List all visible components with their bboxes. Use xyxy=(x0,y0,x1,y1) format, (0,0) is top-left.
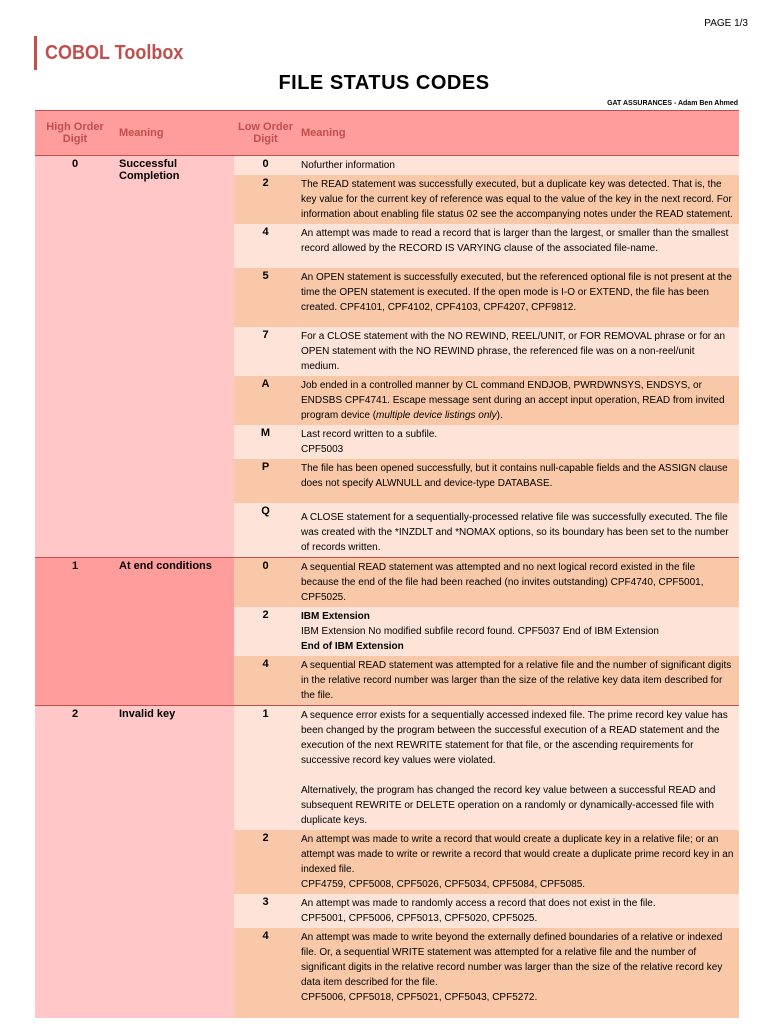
low-digit: 0 xyxy=(234,156,297,176)
header-meaning: Meaning xyxy=(115,111,234,156)
desc-text: ). xyxy=(496,410,503,421)
author-line: GAT ASSURANCES - Adam Ben Ahmed xyxy=(607,100,738,107)
low-digit: 0 xyxy=(234,558,297,608)
description: The READ statement was successfully executed, but a duplicate key was detected. That is, the key value for the current key of reference was equal to the value of the key in the next record. For information about enabling file status 02 see the accompanying notes under the READ statement. xyxy=(297,175,739,224)
description xyxy=(297,928,739,1018)
table-row xyxy=(35,558,739,608)
low-digit: 5 xyxy=(234,268,297,327)
logo-text: COBOL Toolbox xyxy=(45,42,184,64)
description: A CLOSE statement for a sequentially-processed relative file was successfully executed. The file was created with the *INZDLT and *NOMAX options, so its boundary has been set to the number of records written. xyxy=(297,503,739,558)
page-number: PAGE 1/3 xyxy=(704,18,748,29)
desc-text: A sequence error exists for a sequentially accessed indexed file. The prime record key value has been changed by the program between the successful execution of a READ statement and the execution of the next REWRITE statement for that file, or the ascending requirements for successive record key values were violated. xyxy=(301,710,728,766)
low-digit: 2 xyxy=(234,830,297,894)
description: Nofurther information xyxy=(297,156,739,176)
description: The file has been opened successfully, but it contains null-capable fields and the ASSIGN clause does not specify ALWNULL and device-type DATABASE. xyxy=(297,459,739,503)
low-digit: 3 xyxy=(234,894,297,928)
description: An OPEN statement is successfully executed, but the referenced optional file is not present at the time the OPEN statement is executed. If the open mode is I-O or EXTEND, the file has been created. CPF4101, CPF4102, CPF4103, CPF4207, CPF9812. xyxy=(297,268,739,327)
desc-text: Alternatively, the program has changed the record key value between a successful READ and subsequent REWRITE or DELETE operation on a randomly or dynamically-accessed file with duplicate keys. xyxy=(301,785,716,826)
logo xyxy=(34,36,199,70)
description: A sequential READ statement was attempted and no next logical record existed in the file because the end of the file had been reached (no invites outstanding) CPF4740, CPF5001, CPF5025. xyxy=(297,558,739,608)
header-high-order-digit: High Order Digit xyxy=(35,111,115,156)
table-header-row xyxy=(35,111,739,156)
low-digit: 4 xyxy=(234,928,297,1018)
description: A sequential READ statement was attempted for a relative file and the number of significant digits in the relative record number was larger than the size of the relative key data item described for the file. xyxy=(297,656,739,706)
desc-text: Last record written to a subfile. xyxy=(301,429,438,440)
description xyxy=(297,425,739,459)
low-digit: M xyxy=(234,425,297,459)
group-0 xyxy=(35,156,739,558)
low-digit: 1 xyxy=(234,706,297,831)
desc-text: An attempt was made to randomly access a record that does not exist in the file. xyxy=(301,898,656,909)
table-row xyxy=(35,156,739,176)
high-digit: 1 xyxy=(35,558,115,706)
high-digit: 2 xyxy=(35,706,115,1019)
description: For a CLOSE statement with the NO REWIND, REEL/UNIT, or FOR REMOVAL phrase or for an OPEN statement with the NO REWIND phrase, the referenced file was on a non-reel/unit medium. xyxy=(297,327,739,376)
description xyxy=(297,830,739,894)
desc-codes: CPF5003 xyxy=(301,444,344,455)
desc-text: Job ended in a controlled manner by CL command ENDJOB, PWRDWNSYS, ENDSYS, or ENDSBS CPF4741. Escape message sent during an accept input operation, READ from invited program device ( xyxy=(301,380,725,421)
desc-bold: End of IBM Extension xyxy=(301,641,404,652)
low-digit: 2 xyxy=(234,607,297,656)
header-meaning-detail: Meaning xyxy=(297,111,739,156)
low-digit: P xyxy=(234,459,297,503)
group-meaning: At end conditions xyxy=(115,558,234,706)
group-meaning: Invalid key xyxy=(115,706,234,1019)
low-digit: 4 xyxy=(234,656,297,706)
group-meaning: Successful Completion xyxy=(115,156,234,558)
desc-italic: multiple device listings only xyxy=(376,410,497,421)
low-digit: A xyxy=(234,376,297,425)
desc-codes: CPF5001, CPF5006, CPF5013, CPF5020, CPF5025. xyxy=(301,913,538,924)
description xyxy=(297,706,739,831)
file-status-table xyxy=(35,110,739,1018)
high-digit: 0 xyxy=(35,156,115,558)
desc-codes: CPF4759, CPF5008, CPF5026, CPF5034, CPF5084, CPF5085. xyxy=(301,879,586,890)
desc-text: An attempt was made to write a record that would create a duplicate key in a relative file; or an attempt was made to write or rewrite a record that would create a duplicate prime record key in an indexed file. xyxy=(301,834,734,875)
low-digit: 4 xyxy=(234,224,297,268)
desc-bold: IBM Extension xyxy=(301,611,370,622)
page-title: FILE STATUS CODES xyxy=(278,72,490,94)
low-digit: Q xyxy=(234,503,297,558)
description xyxy=(297,607,739,656)
group-1 xyxy=(35,558,739,706)
group-2 xyxy=(35,706,739,1019)
description xyxy=(297,894,739,928)
table-row xyxy=(35,706,739,831)
low-digit: 2 xyxy=(234,175,297,224)
description xyxy=(297,376,739,425)
description: An attempt was made to read a record that is larger than the largest, or smaller than the smallest record allowed by the RECORD IS VARYING clause of the associated file-name. xyxy=(297,224,739,268)
desc-codes: CPF5006, CPF5018, CPF5021, CPF5043, CPF5272. xyxy=(301,992,538,1003)
desc-text: An attempt was made to write beyond the externally defined boundaries of a relative or indexed file. Or, a sequential WRITE statement was attempted for a relative file and the number of significant digits in the relative record number was larger than the size of the relative record key data item described for the file. xyxy=(301,932,723,988)
header-low-order-digit: Low Order Digit xyxy=(234,111,297,156)
low-digit: 7 xyxy=(234,327,297,376)
desc-text: IBM Extension No modified subfile record found. CPF5037 End of IBM Extension xyxy=(301,626,659,637)
